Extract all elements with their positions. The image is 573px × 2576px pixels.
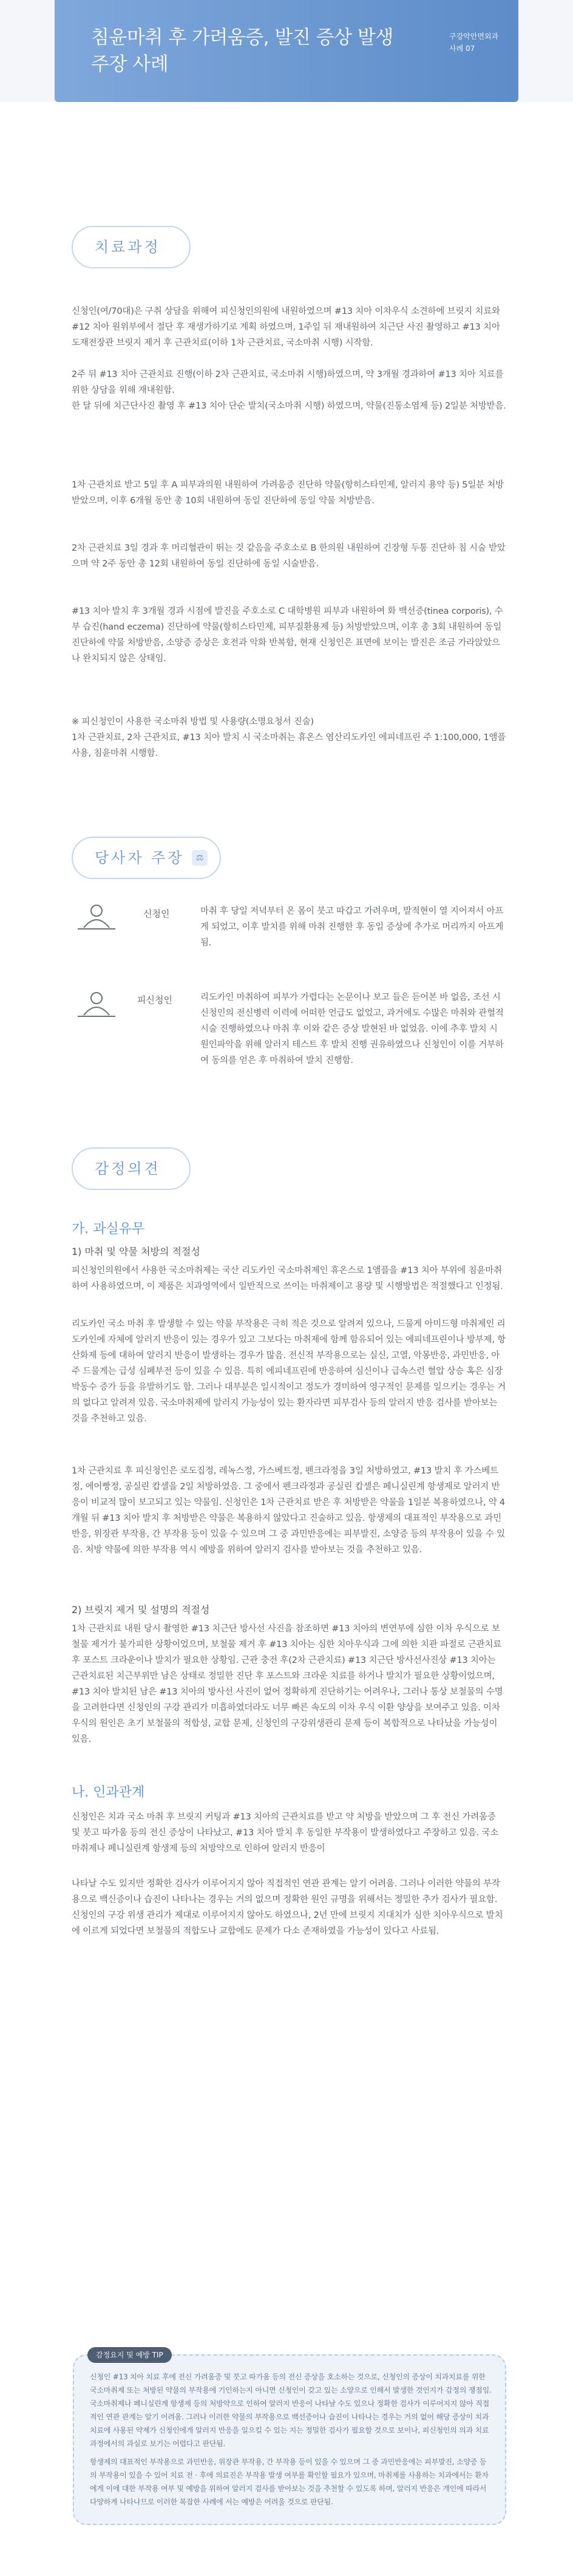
case-category: 구강악안면외과 [449, 32, 499, 41]
header-band [55, 0, 518, 102]
section-claims-label: 당사자 주장 [95, 849, 185, 866]
applicant-label: 신청인 [143, 908, 170, 919]
treatment-para-5: 2차 근관치료 3일 경과 후 머리혈관이 뛰는 것 같음을 주호소로 B 한의원 내원하여 긴장형 두통 진단하 침 시술 받았으며 약 2주 동안 총 12회 내원하여 동일 진단하에 동일 시술받음. [72, 543, 506, 569]
opinion-item1-para-1: 피신청인의원에서 사용한 국소마취제는 국산 리도카인 국소마취제인 휴온스로 1앰플을 #13 치아 부위에 침윤마취하여 사용하였으며, 이 제품은 치과영역에서 일반적으로 쓰이는 마취제이고 용량 및 시행방법은 적절했다고 인정됨. [72, 1266, 503, 1291]
causal-para-1: 신청인은 치과 국소 마취 후 브릿지 커팅과 #13 치아의 근관치료를 받고 약 처방을 받았으며 그 후 전신 가려움증 및 붓고 따가움 등의 전신 증상이 나타났고, #13 치아 발치 후 동일한 부작용이 발생하였다고 주장하고 있음. 국소마취제나 페니실린계 항생제 등의 처방약으로 인하여 알러지 반응이 [72, 1812, 499, 1854]
treatment-para-4: 1차 근관치료 받고 5일 후 A 피부과의원 내원하여 가려움증 진단하 약물(항히스타민제, 알러지 용약 등) 5일분 처방받았으며, 이후 6개월 동안 총 10회 내원하여 동일 진단하에 동일 약물 처방받음. [72, 480, 504, 506]
opinion-item2-para-1: 1차 근관치료 내원 당시 촬영한 #13 치근단 방사선 사진을 참조하면 #13 치아의 변연부에 심한 이차 우식으로 보철물 제거가 불가피한 상황이었으며, 보철물 제거 후 #13 치아는 심한 치아우식과 그에 의한 치관 파절로 근관치료 후 포스트 크라운이나 발치가 필요한 상황임. 근관 충전 후(2차 근관치료) #13 치근단 방사선사진상 #13 치아는 근관치료된 치근부위만 남은 상태로 정밀한 진단 후 포스트와 크라운 치료를 하거나 발치가 필요한 상황이었으며, #13 치아 발치된 남은 #13 치아의 방사선 사진이 없어 정확하게 진단하기는 어려우나, 그러나 통상 보철물의 수명을 고려한다면 신청인의 구강 관리가 미흡하였더라도 너무 빠른 속도의 이차 우식 이환 양상을 보여주고 있음. 이차 우식의 원인은 초기 보철물의 적합성, 교합 문제, 신청인의 구강위생관리 문제 등이 복합적으로 나타났을 가능성이 있음. [72, 1624, 503, 1744]
case-number: 사례 07 [449, 44, 475, 53]
opinion-sub-b: 나. 인과관계 [72, 1785, 145, 1800]
applicant-icon [75, 903, 118, 931]
tip-para-1: 신청인 #13 치아 치료 후에 전신 가려움증 및 붓고 따가움 등의 전신 증상을 호소하는 것으로, 신청인의 증상이 치과치료를 위한 국소마취제 또는 처방된 약물의 부작용에 기인하는지 아니면 신청인이 갖고 있는 소양으로 인해서 발생한 것인지가 감정의 쟁점임. 국소마취제나 페니실린계 항생제 등의 처방약으로 인하여 알러지 반응이 나타날 수도 있으나 정확한 검사가 이루어지지 않아 직접적인 연관 관계는 알기 어려움. 그러나 이러한 약물의 부작용으로 백선증이나 습진이 나타나는 경우는 거의 없어 해당 증상이 치과치료에 사용된 약제가 신청인에게 알러지 반응을 일으킬 수 있는 지는 정밀한 검사가 필요할 것으로 보이나, 피신청인의 의과 치료 과정에서의 과실로 보기는 어렵다고 판단됨. [90, 2373, 492, 2448]
treatment-para-2: 2주 뒤 #13 치아 근관치료 진행(이하 2차 근관치료, 국소마취 시행)하였으며, 약 3개월 경과하여 #13 치아 치료를 위한 상담을 위해 재내원함. [72, 370, 504, 395]
opinion-item1-para-2: 리도카인 국소 마취 후 발생할 수 있는 약물 부작용은 극히 적은 것으로 알려져 있으나, 드물게 아미드형 마취제인 리도카인에 자체에 알러지 반응이 있는 경우가 있고 그보다는 마취제에 함께 함유되어 있는 에피네프린이나 방부제, 항산화제 등에 대하여 알러지 반응이 발생하는 경우가 많음. 전신적 부작용으로는 실신, 고열, 악몽반응, 과민반응, 아주 드물게는 급성 심폐부전 등이 있을 수 있음. 특히 에피네프린에 반응하여 심신이나 급속스런 혈압 상승 혹은 심장 박동수 증가 등을 유발하기도 함. 그러나 대부분은 일시적이고 정도가 경미하여 영구적인 문제를 일으키는 경우는 거의 없다고 알려져 있음. 국소마취제에 알러지 가능성이 있는 환자라면 피부검사 등의 알러지 반응 검사를 받아보는 것을 추천하고 있음. [72, 1319, 506, 1424]
respondent-claim: 리도카인 마취하여 피부가 가렵다는 논문이나 보고 들은 듣어본 바 없음, 조선 시 신청인의 전신병력 이력에 어떠한 언급도 없었고, 과거에도 수많은 마취와 관혈적 시술 진행하였으나 마취 후 이와 같은 증상 발현된 바 없었음. 이에 추후 발치 시 원인파악을 위해 알러지 테스트 후 발치 진행 권유하였으나 신청인이 이를 거부하여 동의를 얻은 후 마취하여 발치 진행함. [200, 993, 504, 1065]
summary-tip-box [73, 2351, 506, 2525]
gavel-icon: ⚖ [192, 850, 208, 866]
summary-tip-tag: 감정요지 및 예방 TIP [87, 2347, 172, 2363]
page-header [0, 0, 573, 102]
section-treatment-title [72, 226, 191, 268]
page-title [91, 24, 431, 78]
opinion-sub-a: 가. 과실유무 [72, 1222, 145, 1237]
treatment-para-1: 신청인(여/70대)은 구취 상담을 위해여 피신청인의원에 내원하였으며 #13 치아 이차우식 소견하에 브릿지 치료와 #12 치아 원위부에서 절단 후 재생가하기로 계획 하였으며, 1주일 뒤 재내원하여 치근단 사진 촬영하고 #13 치아 도재전장관 브릿지 제거 후 근관치료(이하 1차 근관치료, 국소마취 시행) 시작함. [72, 307, 500, 348]
causal-para-2: 나타날 수도 있지만 정확한 검사가 이루어지지 않아 직접적인 연관 관계는 알기 어려움. 그러나 이러한 약물의 부작용으로 백신증이나 습진이 나타나는 경우는 거의 없으며 정확한 원인 규명을 위해서는 정밀한 추가 검사가 필요함. 신청인의 구강 위생 관리가 제대로 이루어지지 않아도 하였으나, 2년 만에 브릿지 지대치가 심한 치아우식으로 발치에 이르게 되었다면 보철물의 적합도나 교합에도 문제가 다소 존재하였을 가능성이 있다고 사료됨. [72, 1879, 503, 1936]
section-treatment-label: 치료과정 [95, 239, 161, 256]
section-opinion-title [72, 1147, 191, 1190]
applicant-claim: 마취 후 당일 저녁부터 온 몸이 붓고 따갑고 가려우며, 발적현이 열 지어져서 아프게 되었고, 이후 발치를 위해 마취 진행한 후 동일 증상에 추가로 머리까지 아프게 됨. [200, 906, 504, 948]
treatment-para-3: 한 달 뒤에 치근단사진 촬영 후 #13 치아 단순 발치(국소마취 시행) 하였으며, 약물(진통소염제 등) 2일분 처방받음. [72, 401, 506, 411]
opinion-item1-para-3: 1차 근관치료 후 피신청인은 로도집정, 레녹스정, 가스베트정, 펜크라정을 3일 처방하였고, #13 발치 후 가스베트정, 에어빵정, 공실린 캅셀을 2일 처방하였음. 그 중에서 펜크라정과 공실린 캅셀은 페니실린계 항생제로 알러지 반응이 비교적 많이 보고되고 있는 약물임. 신청인은 1차 근관치료 받은 후 처방받은 약물을 1일분 복용하였으나, 약 4개월 뒤 #13 치아 발치 후 처방받은 약물은 복용하지 않았다고 진술하고 있음. 항생제의 대표적인 부작용으로 과민반응, 위장관 부작용, 간 부작용 등이 있을 수 있으며 그 중 과민반응에는 피부발진, 소양증 등의 부작용이 있을 수 있음. 처방 약물에 의한 부작용 역시 예방을 위하여 알러지 검사를 받아보는 것을 추천하고 있음. [72, 1466, 505, 1555]
treatment-para-6: #13 치아 발치 후 3개월 경과 시점에 발진을 주호소로 C 대학병원 피부과 내원하여 화 백선증(tinea corporis), 수부 습진(hand eczema) 진단하에 약물(항히스타민제, 피부질환용제 등) 처방받았으며, 이후 총 3회 내원하여 동일 진단하에 약물 처방받음, 소양증 증상은 호전과 악화 반복함, 현재 신청인은 표면에 보이는 발진은 조금 가라앉았으나 완치되지 않은 상태임. [72, 607, 503, 664]
opinion-item1-title: 1) 마취 및 약물 처방의 적절성 [72, 1246, 200, 1257]
case-badge [449, 30, 503, 55]
section-claims-title [72, 837, 221, 879]
tip-para-2: 항생제의 대표적인 부작용으로 과민반응, 위장관 부작용, 간 부작용 등이 있을 수 있으며 그 중 과민반응에는 피부발진, 소양증 등의 부작용이 있을 수 있어 치료 전 · 후에 의료진은 부작용 발생 여부를 확인할 필요가 있으며, 마취제를 사용하는 치과에서는 환자에게 이에 대한 부작용 여부 및 예방을 위하여 알러지 검사를 받아보는 것을 추천할 수 있도록 하며, 알러지 반응은 개인에 따라서 다양하게 나타나므로 이러한 복잡한 사례에 서는 예방은 어려울 것으로 판단됨. [90, 2458, 489, 2506]
treatment-note-text: 1차 근관치료, 2차 근관치료, #13 치아 발치 시 국소마취는 휴온스 염산리도카인 에피네프린 주 1:100,000, 1앰플 사용, 침윤마취 시행함. [72, 733, 506, 758]
page-title-line2: 주장 사례 [91, 53, 169, 75]
page-title-line1: 침윤마취 후 가려움증, 발진 증상 발생 [91, 27, 393, 49]
section-opinion-label: 감정의견 [95, 1160, 161, 1177]
opinion-item2-title: 2) 브릿지 제거 및 설명의 적절성 [72, 1604, 210, 1616]
treatment-note-title: ※ 피신청인이 사용한 국소마취 방법 및 사용량(소명요청서 진술) [72, 717, 314, 727]
respondent-label: 피신청인 [137, 994, 172, 1005]
respondent-icon [75, 991, 118, 1019]
